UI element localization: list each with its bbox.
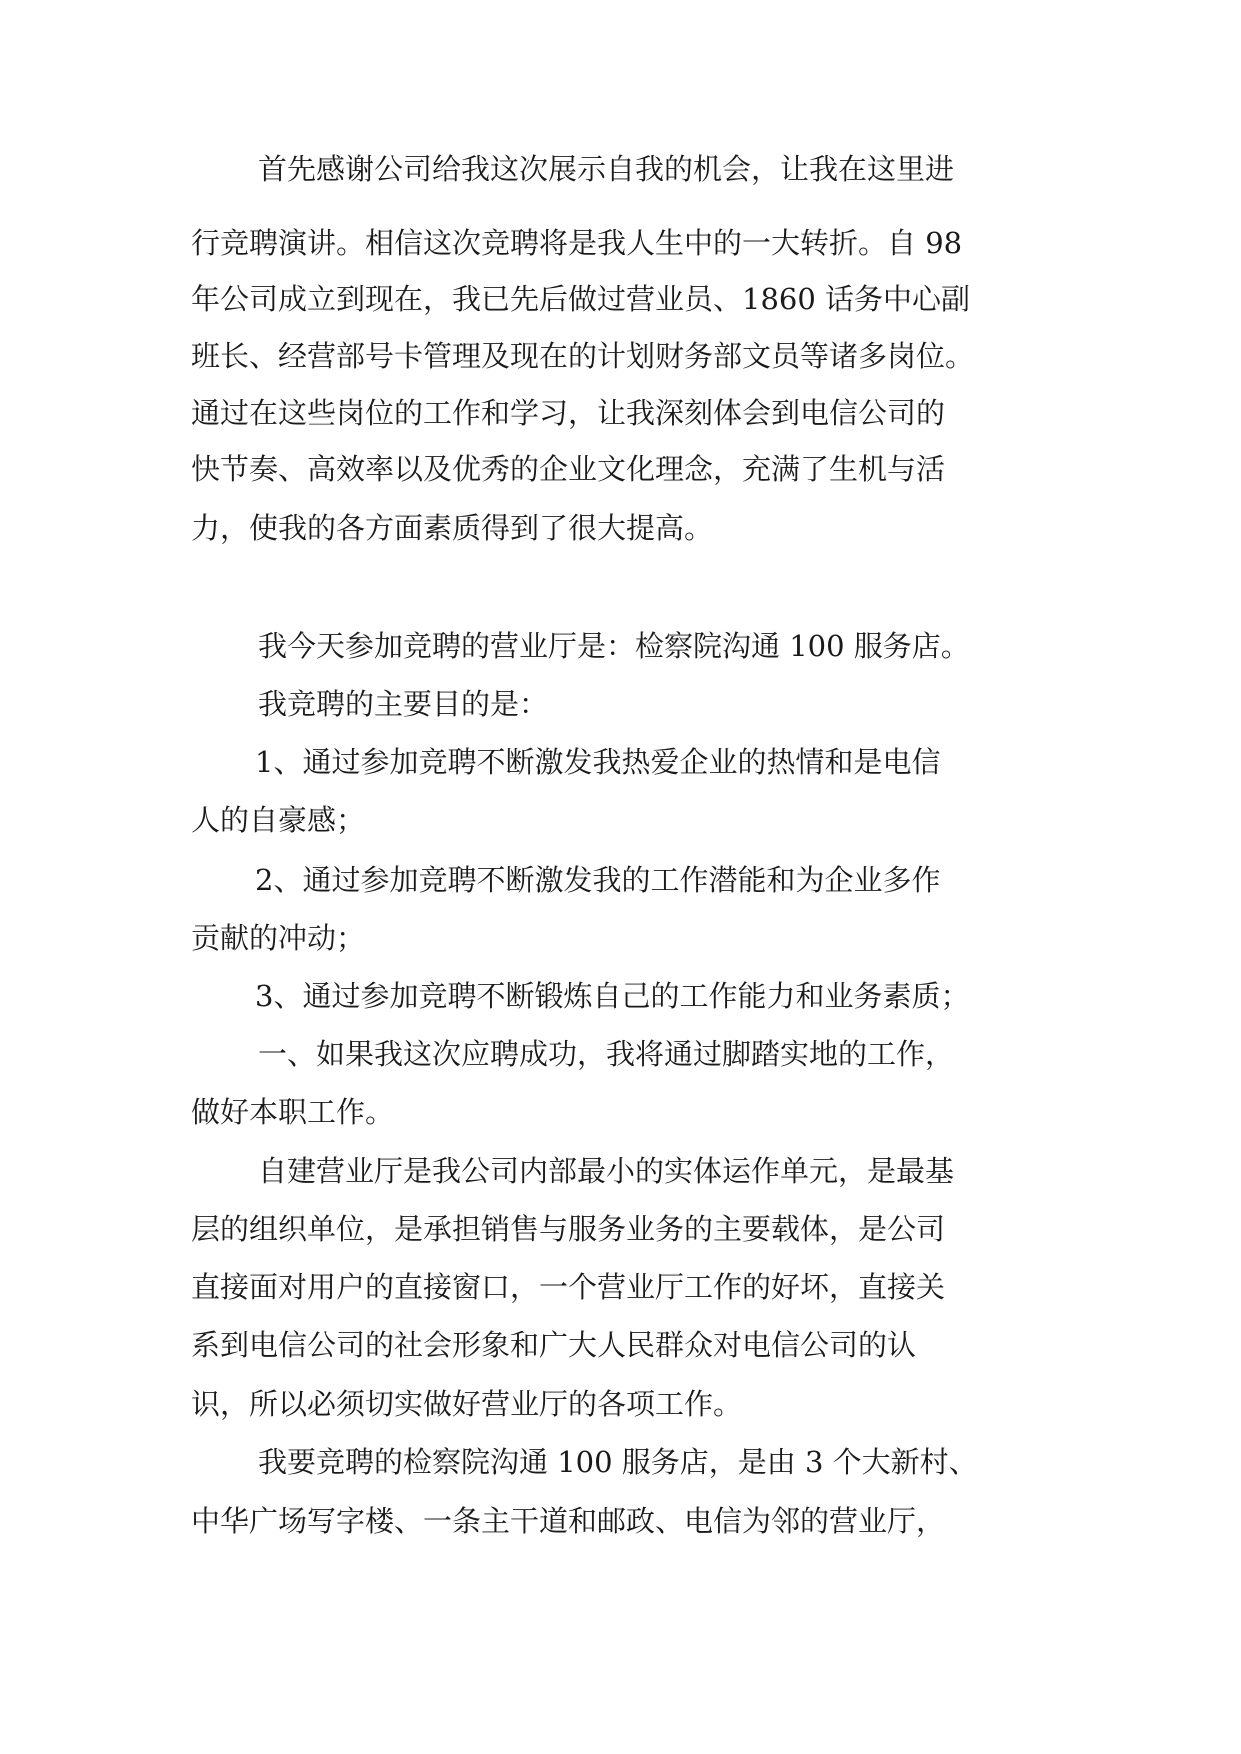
paragraph-4-line-1: 贡献的冲动； xyxy=(191,921,366,955)
paragraph-0-line-1: 行竞聘演讲。相信这次竞聘将是我人生中的一大转折。自 98 xyxy=(191,226,963,260)
paragraph-0-line-3: 班长、经营部号卡管理及现在的计划财务部文员等诸多岗位。 xyxy=(191,339,975,373)
paragraph-3-line-1: 人的自豪感； xyxy=(191,803,366,837)
paragraph-0-line-0: 首先感谢公司给我这次展示自我的机会，让我在这里进 xyxy=(258,152,955,186)
paragraph-7-line-3: 系到电信公司的社会形象和广大人民群众对电信公司的认 xyxy=(191,1328,917,1362)
paragraph-8-line-0: 我要竞聘的检察院沟通 100 服务店，是由 3 个大新村、 xyxy=(258,1445,978,1479)
paragraph-6-line-1: 做好本职工作。 xyxy=(191,1095,395,1129)
paragraph-7-line-1: 层的组织单位，是承担销售与服务业务的主要载体，是公司 xyxy=(191,1212,946,1246)
paragraph-0-line-6: 力，使我的各方面素质得到了很大提高。 xyxy=(191,511,714,545)
paragraph-4-line-0: 2、通过参加竞聘不断激发我的工作潜能和为企业多作 xyxy=(255,863,941,897)
paragraph-1-line-0: 我今天参加竞聘的营业厅是：检察院沟通 100 服务店。 xyxy=(258,629,970,663)
paragraph-8-line-1: 中华广场写字楼、一条主干道和邮政、电信为邻的营业厅， xyxy=(191,1504,946,1538)
paragraph-2-line-0: 我竞聘的主要目的是： xyxy=(258,687,549,721)
paragraph-3-line-0: 1、通过参加竞聘不断激发我热爱企业的热情和是电信 xyxy=(255,745,941,779)
paragraph-7-line-0: 自建营业厅是我公司内部最小的实体运作单元，是最基 xyxy=(258,1154,955,1188)
paragraph-0-line-5: 快节奏、高效率以及优秀的企业文化理念，充满了生机与活 xyxy=(191,452,946,486)
paragraph-7-line-2: 直接面对用户的直接窗口，一个营业厅工作的好坏，直接关 xyxy=(191,1270,946,1304)
paragraph-6-line-0: 一、如果我这次应聘成功，我将通过脚踏实地的工作， xyxy=(258,1037,955,1071)
paragraph-7-line-4: 识，所以必须切实做好营业厅的各项工作。 xyxy=(191,1387,743,1421)
paragraph-0-line-4: 通过在这些岗位的工作和学习，让我深刻体会到电信公司的 xyxy=(191,396,946,430)
paragraph-5-line-0: 3、通过参加竞聘不断锻炼自己的工作能力和业务素质； xyxy=(255,979,970,1013)
paragraph-0-line-2: 年公司成立到现在，我已先后做过营业员、1860 话务中心副 xyxy=(191,282,971,316)
